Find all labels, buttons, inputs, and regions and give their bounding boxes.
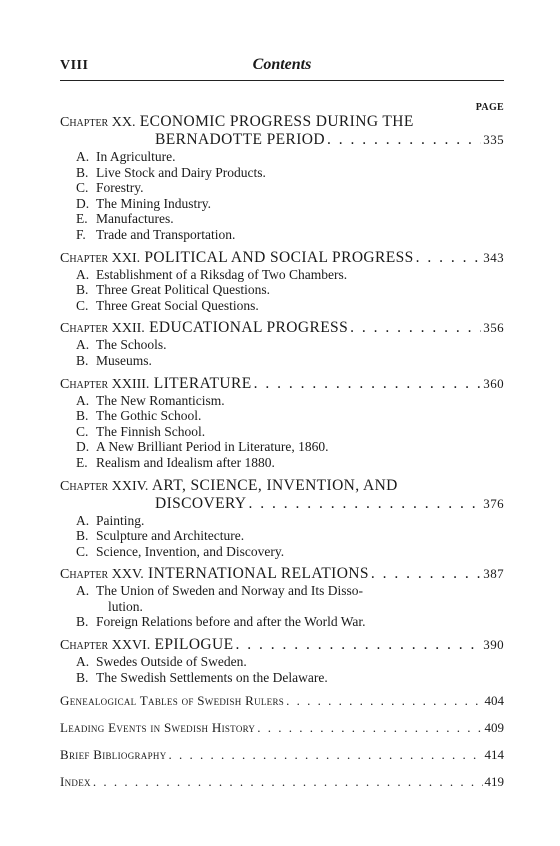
- chapter-entry: [60, 375, 504, 471]
- chapter-label: Chapter XXV.: [60, 567, 144, 583]
- back-matter-entry: [60, 774, 504, 790]
- section-letter: C.: [76, 297, 89, 313]
- dot-leader: [286, 693, 482, 709]
- section-title: Manufactures.: [96, 211, 174, 227]
- section-item: [76, 337, 504, 353]
- header-rule: [60, 80, 504, 81]
- running-title: Contents: [252, 56, 312, 73]
- section-letter: D.: [76, 195, 90, 211]
- section-title: Painting.: [96, 512, 145, 528]
- chapter-heading: [60, 565, 504, 583]
- chapter-label: Chapter XXVI.: [60, 638, 151, 654]
- section-list: [60, 583, 504, 630]
- section-list: [60, 267, 504, 314]
- section-letter: A.: [76, 149, 90, 164]
- section-letter: F.: [76, 226, 86, 242]
- dot-leader: [93, 774, 483, 790]
- section-item: [76, 165, 504, 181]
- dot-leader: [235, 636, 481, 654]
- section-letter: C.: [76, 423, 89, 439]
- section-title: [96, 583, 504, 614]
- section-item: [76, 408, 504, 424]
- page-number: 414: [484, 747, 504, 763]
- section-letter: B.: [76, 282, 89, 298]
- section-title: In Agriculture.: [96, 149, 176, 164]
- section-item: [76, 393, 504, 409]
- page-number: 343: [483, 249, 504, 265]
- chapter-heading: [60, 113, 504, 131]
- section-list: [60, 337, 504, 368]
- section-title: The Mining Industry.: [96, 195, 211, 211]
- back-matter-title: Brief Bibliography: [60, 747, 167, 763]
- chapter-entry: [60, 249, 504, 314]
- page-number: 387: [483, 566, 504, 582]
- chapter-entry: [60, 477, 504, 560]
- chapter-title-line: [60, 131, 504, 149]
- chapter-title: EDUCATIONAL PROGRESS: [149, 319, 349, 337]
- chapter-entry: [60, 565, 504, 630]
- dot-leader: [257, 720, 482, 736]
- chapter-title: ART, SCIENCE, INVENTION, AND: [151, 476, 398, 494]
- chapter-entry: [60, 319, 504, 368]
- chapter-heading: [60, 375, 504, 393]
- section-title: The New Romanticism.: [96, 392, 225, 408]
- section-item: [76, 196, 504, 212]
- section-letter: A.: [76, 583, 90, 599]
- section-title: Science, Invention, and Discovery.: [96, 543, 285, 559]
- section-item: [76, 513, 504, 529]
- section-item: [76, 149, 504, 165]
- dot-leader: [248, 495, 481, 513]
- section-list: [60, 149, 504, 243]
- section-title: A New Brilliant Period in Literature, 1860.: [96, 439, 329, 455]
- page-number: 335: [483, 132, 504, 147]
- section-item: [76, 583, 504, 614]
- section-item: [76, 180, 504, 196]
- section-letter: A.: [76, 512, 90, 528]
- section-letter: B.: [76, 528, 89, 544]
- section-item: [76, 353, 504, 369]
- section-letter: C.: [76, 543, 89, 559]
- back-matter-entry: [60, 720, 504, 736]
- chapter-label: Chapter XXI.: [60, 250, 141, 266]
- section-letter: B.: [76, 669, 89, 685]
- section-letter: A.: [76, 266, 90, 282]
- page-number: 356: [483, 320, 504, 336]
- section-letter: A.: [76, 337, 90, 353]
- chapter-heading: [60, 477, 504, 495]
- section-title: The Finnish School.: [96, 423, 206, 439]
- section-letter: E.: [76, 211, 88, 227]
- dot-leader: [350, 319, 481, 337]
- section-title: Establishment of a Riksdag of Two Chambers.: [96, 266, 348, 282]
- chapter-entry: [60, 636, 504, 685]
- dot-leader: [416, 249, 482, 267]
- page-number: 360: [483, 375, 504, 391]
- section-item: [76, 528, 504, 544]
- contents-page: [60, 56, 504, 790]
- section-list: [60, 393, 504, 471]
- chapter-entry: [60, 113, 504, 243]
- section-title: Trade and Transportation.: [96, 226, 236, 242]
- dot-leader: [169, 747, 483, 763]
- chapter-label: Chapter XXII.: [60, 321, 145, 337]
- section-letter: D.: [76, 439, 90, 455]
- page-number: 390: [483, 637, 504, 653]
- section-title: Museums.: [96, 352, 152, 368]
- section-item: [76, 455, 504, 471]
- section-letter: B.: [76, 352, 89, 368]
- section-title: Foreign Relations before and after the World War.: [96, 614, 366, 630]
- section-item: [76, 282, 504, 298]
- section-title: Live Stock and Dairy Products.: [96, 164, 266, 180]
- back-matter-title: Index: [60, 774, 91, 790]
- section-item: [76, 654, 504, 670]
- chapter-title: POLITICAL AND SOCIAL PROGRESS: [144, 248, 414, 266]
- section-item: [76, 298, 504, 314]
- section-title: Swedes Outside of Sweden.: [96, 654, 247, 670]
- chapter-label: Chapter XXIV.: [60, 478, 149, 494]
- section-title: The Schools.: [96, 337, 167, 353]
- section-item: [76, 614, 504, 630]
- section-letter: A.: [76, 654, 90, 670]
- chapter-label: Chapter XX.: [60, 115, 136, 130]
- page-number: 409: [484, 720, 504, 736]
- back-matter-title: Genealogical Tables of Swedish Rulers: [60, 693, 285, 709]
- page-number: 376: [483, 495, 504, 511]
- section-title-line: lution.: [108, 598, 143, 614]
- chapter-heading: [60, 249, 504, 267]
- section-letter: B.: [76, 408, 89, 424]
- section-item: [76, 227, 504, 243]
- section-item: [76, 267, 504, 283]
- section-list: [60, 513, 504, 560]
- section-item: [76, 424, 504, 440]
- section-item: [76, 211, 504, 227]
- section-title: Sculpture and Architecture.: [96, 528, 245, 544]
- chapter-title: ECONOMIC PROGRESS DURING THE: [139, 113, 414, 130]
- chapter-title-continued: DISCOVERY: [155, 494, 247, 512]
- section-title: Three Great Political Questions.: [96, 282, 270, 298]
- page-column-label: PAGE: [475, 102, 504, 113]
- section-letter: A.: [76, 392, 90, 408]
- section-item: [76, 439, 504, 455]
- chapter-title-line: [60, 495, 504, 513]
- page-number: 404: [484, 693, 504, 709]
- section-title: Realism and Idealism after 1880.: [96, 454, 275, 470]
- section-title-line: The Union of Sweden and Norway and Its Disso-: [96, 583, 363, 599]
- section-item: [76, 544, 504, 560]
- chapter-title: EPILOGUE: [154, 636, 234, 654]
- section-title: The Swedish Settlements on the Delaware.: [96, 669, 328, 685]
- chapter-title: LITERATURE: [153, 374, 252, 392]
- dot-leader: [327, 131, 481, 149]
- section-title: Three Great Social Questions.: [96, 297, 259, 313]
- chapter-heading: [60, 319, 504, 337]
- section-letter: B.: [76, 164, 89, 180]
- section-letter: E.: [76, 454, 88, 470]
- page-number: 419: [484, 774, 504, 790]
- dot-leader: [371, 565, 481, 583]
- dot-leader: [254, 375, 482, 393]
- chapter-label: Chapter XXIII.: [60, 376, 150, 392]
- section-title: Forestry.: [96, 180, 144, 196]
- chapter-title-continued: BERNADOTTE PERIOD: [155, 131, 325, 148]
- page-folio: VIII: [60, 58, 89, 73]
- running-header: [60, 56, 504, 78]
- back-matter-entry: [60, 747, 504, 763]
- back-matter-title: Leading Events in Swedish History: [60, 720, 256, 736]
- section-letter: C.: [76, 180, 89, 196]
- back-matter-entry: [60, 693, 504, 709]
- section-letter: B.: [76, 614, 89, 630]
- chapter-heading: [60, 636, 504, 654]
- chapter-title: INTERNATIONAL RELATIONS: [148, 565, 369, 583]
- section-list: [60, 654, 504, 685]
- section-title: The Gothic School.: [96, 408, 202, 424]
- section-item: [76, 670, 504, 686]
